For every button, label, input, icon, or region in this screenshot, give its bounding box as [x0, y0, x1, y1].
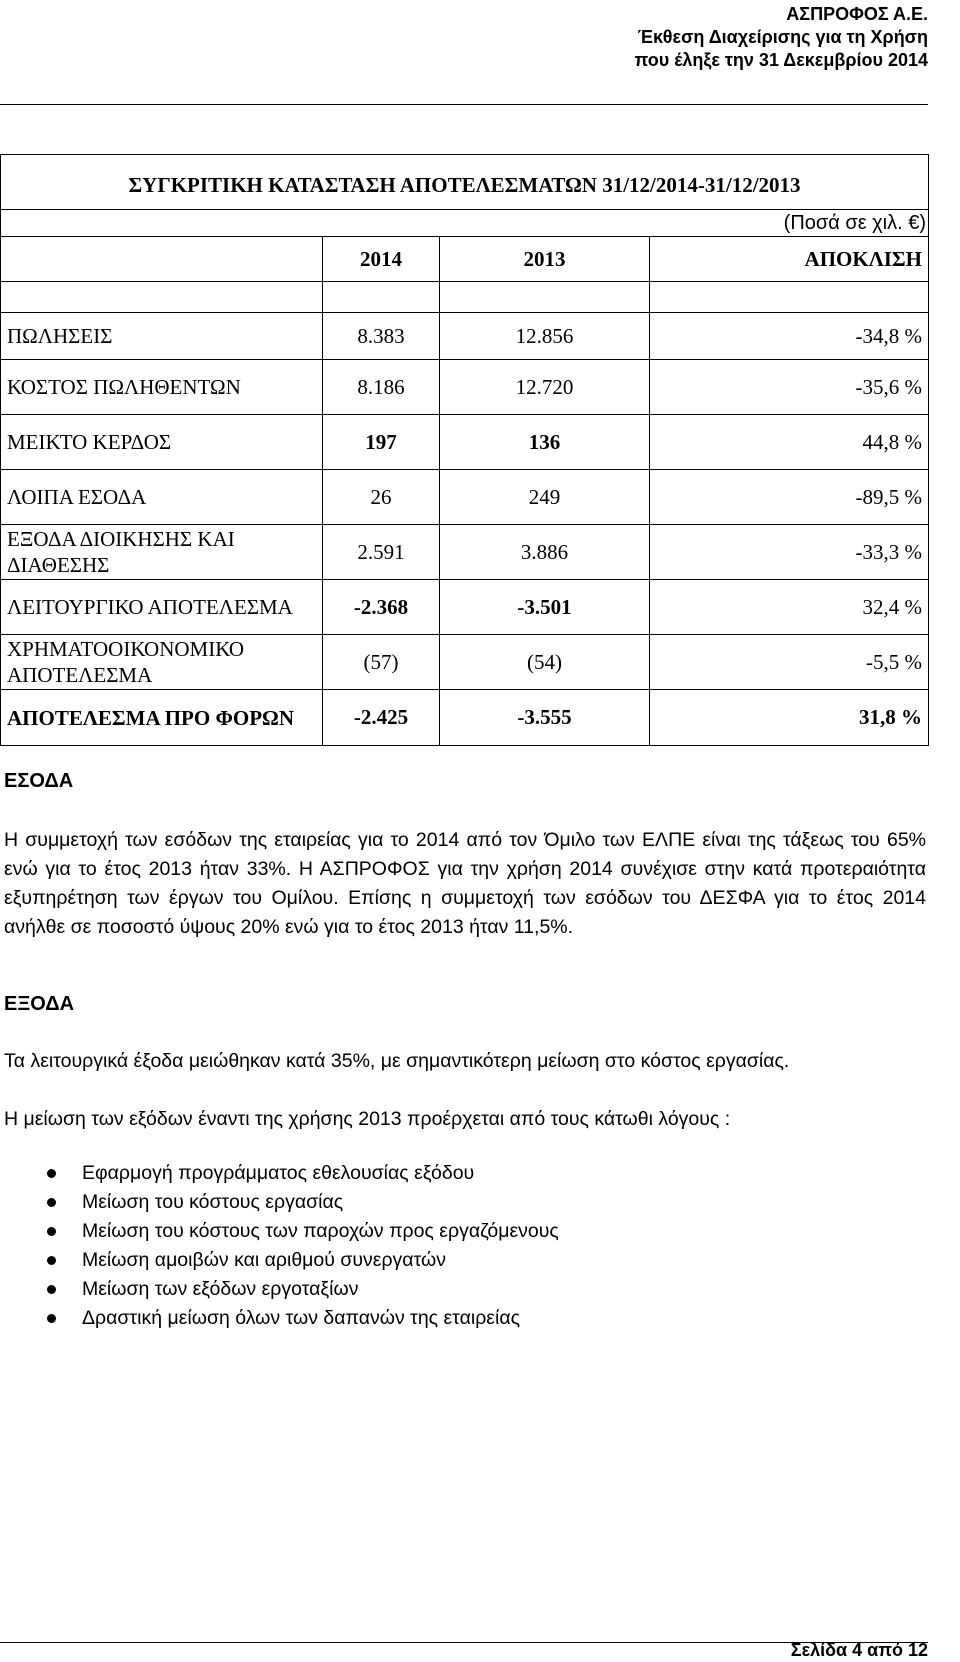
- table-title-row: [1, 155, 929, 210]
- value-2013: -3.501: [440, 580, 650, 635]
- list-item-text: Μείωση αμοιβών και αριθμού συνεργατών: [82, 1249, 446, 1271]
- header-divider: [0, 104, 928, 105]
- column-header-2013: 2013: [440, 237, 650, 282]
- bullet-icon: [47, 1198, 56, 1207]
- table-row: [1, 525, 929, 580]
- column-header-2014: 2014: [323, 237, 440, 282]
- column-header-deviation: ΑΠΟΚΛΙΣΗ: [650, 237, 929, 282]
- list-item-text: Δραστική μείωση όλων των δαπανών της εταιρείας: [82, 1307, 520, 1329]
- page-number: Σελίδα 4 από 12: [790, 1640, 928, 1660]
- list-item: [4, 1275, 559, 1304]
- deviation-value: 32,4 %: [650, 580, 929, 635]
- table-row: [1, 360, 929, 415]
- page-header: [634, 3, 928, 72]
- row-label: ΛΟΙΠΑ ΕΣΟΔΑ: [1, 470, 323, 525]
- row-label: ΧΡΗΜΑΤΟΟΙΚΟΝΟΜΙΚΟ ΑΠΟΤΕΛΕΣΜΑ: [1, 635, 323, 690]
- value-2013: (54): [440, 635, 650, 690]
- results-comparison-table: [0, 154, 929, 746]
- table-row: [1, 313, 929, 360]
- value-2014: -2.368: [323, 580, 440, 635]
- report-title: Έκθεση Διαχείρισης για τη Χρήση: [637, 27, 928, 47]
- deviation-value: -34,8 %: [650, 313, 929, 360]
- table-header-row: [1, 237, 929, 282]
- spacer-cell: [650, 282, 929, 313]
- table-row: [1, 415, 929, 470]
- value-2013: 249: [440, 470, 650, 525]
- bullet-icon: [47, 1285, 56, 1294]
- value-2013: -3.555: [440, 690, 650, 746]
- table-row: [1, 470, 929, 525]
- table-units-row: [1, 210, 929, 237]
- row-label: ΠΩΛΗΣΕΙΣ: [1, 313, 323, 360]
- value-2014: 8.186: [323, 360, 440, 415]
- value-2013: 136: [440, 415, 650, 470]
- table-spacer-row: [1, 282, 929, 313]
- row-label: ΛΕΙΤΟΥΡΓΙΚΟ ΑΠΟΤΕΛΕΣΜΑ: [1, 580, 323, 635]
- spacer-cell: [440, 282, 650, 313]
- bullet-icon: [47, 1314, 56, 1323]
- bullet-icon: [47, 1227, 56, 1236]
- footer-divider: [0, 1642, 928, 1643]
- row-label: ΕΞΟΔΑ ΔΙΟΙΚΗΣΗΣ ΚΑΙ ΔΙΑΘΕΣΗΣ: [1, 525, 323, 580]
- header-blank-cell: [1, 237, 323, 282]
- row-label: ΑΠΟΤΕΛΕΣΜΑ ΠΡΟ ΦΟΡΩΝ: [1, 690, 323, 746]
- value-2013: 12.720: [440, 360, 650, 415]
- row-label: ΚΟΣΤΟΣ ΠΩΛΗΘΕΝΤΩΝ: [1, 360, 323, 415]
- deviation-value: 31,8 %: [650, 690, 929, 746]
- list-item: [4, 1159, 559, 1188]
- report-period: που έληξε την 31 Δεκεμβρίου 2014: [634, 50, 928, 70]
- expense-reasons-list: [4, 1159, 559, 1333]
- list-item: [4, 1217, 559, 1246]
- table-title: ΣΥΓΚΡΙΤΙΚΗ ΚΑΤΑΣΤΑΣΗ ΑΠΟΤΕΛΕΣΜΑΤΩΝ 31/12/2014-31/12/2013: [1, 155, 929, 210]
- list-item: [4, 1188, 559, 1217]
- list-item-text: Μείωση του κόστους των παροχών προς εργαζόμενους: [82, 1220, 559, 1242]
- value-2014: (57): [323, 635, 440, 690]
- bullet-icon: [47, 1256, 56, 1265]
- company-name: ΑΣΠΡΟΦΟΣ Α.Ε.: [786, 4, 928, 24]
- table-row: [1, 690, 929, 746]
- value-2013: 12.856: [440, 313, 650, 360]
- list-item: [4, 1304, 559, 1333]
- spacer-cell: [1, 282, 323, 313]
- value-2014: 2.591: [323, 525, 440, 580]
- deviation-value: -89,5 %: [650, 470, 929, 525]
- value-2014: 8.383: [323, 313, 440, 360]
- list-item-text: Εφαρμογή προγράμματος εθελουσίας εξόδου: [82, 1162, 475, 1184]
- deviation-value: -33,3 %: [650, 525, 929, 580]
- value-2014: -2.425: [323, 690, 440, 746]
- deviation-value: -35,6 %: [650, 360, 929, 415]
- spacer-cell: [323, 282, 440, 313]
- units-note: (Ποσά σε χιλ. €): [1, 210, 929, 237]
- expenses-heading: ΕΞΟΔΑ: [4, 993, 75, 1015]
- deviation-value: -5,5 %: [650, 635, 929, 690]
- list-item-text: Μείωση των εξόδων εργοταξίων: [82, 1278, 359, 1300]
- table-row: [1, 580, 929, 635]
- income-heading: ΕΣΟΔΑ: [4, 770, 74, 792]
- value-2014: 26: [323, 470, 440, 525]
- deviation-value: 44,8 %: [650, 415, 929, 470]
- income-paragraph: Η συμμετοχή των εσόδων της εταιρείας για το 2014 από τον Όμιλο των ΕΛΠΕ είναι της τάξεως του 65% ενώ για το έτος 2013 ήταν 33%. Η ΑΣΠΡΟΦΟΣ για την χρήση 2014 συνέχισε στην κατά προτεραιότητα εξυπηρέτηση των έργων του Ομίλου. Επίσης η συμμετοχή των εσόδων του ΔΕΣΦΑ για το έτος 2014 ανήλθε σε ποσοστό ύψους 20% ενώ για το έτος 2013 ήταν 11,5%.: [4, 829, 926, 938]
- expenses-paragraph: Τα λειτουργικά έξοδα μειώθηκαν κατά 35%, με σημαντικότερη μείωση στο κόστος εργασίας.: [4, 1050, 790, 1072]
- value-2014: 197: [323, 415, 440, 470]
- list-item: [4, 1246, 559, 1275]
- expenses-reasons-intro: Η μείωση των εξόδων έναντι της χρήσης 2013 προέρχεται από τους κάτωθι λόγους :: [4, 1108, 731, 1130]
- list-item-text: Μείωση του κόστους εργασίας: [82, 1191, 344, 1213]
- table-row: [1, 635, 929, 690]
- bullet-icon: [47, 1169, 56, 1178]
- value-2013: 3.886: [440, 525, 650, 580]
- row-label: ΜΕΙΚΤΟ ΚΕΡΔΟΣ: [1, 415, 323, 470]
